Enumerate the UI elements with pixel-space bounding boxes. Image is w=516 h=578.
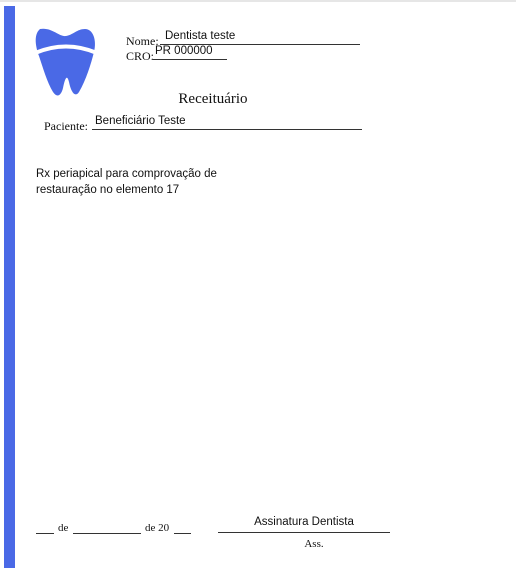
name-label: Nome: [126, 34, 159, 48]
patient-label: Paciente: [44, 119, 88, 133]
signature-text: Assinatura Dentista [254, 516, 354, 528]
signature-caption: Ass. [304, 538, 324, 550]
tooth-shape [36, 29, 95, 96]
tooth-icon [33, 26, 99, 98]
page-top-border [0, 0, 516, 2]
date-year-line [174, 533, 191, 534]
document-title: Receituário [178, 91, 248, 107]
prescription-text [36, 166, 226, 198]
name-value: Dentista teste [165, 30, 236, 42]
patient-underline [92, 129, 362, 130]
signature-line [218, 532, 390, 533]
cro-value: PR 000000 [155, 45, 213, 57]
prescription-line-2: restauração no elemento 17 [36, 184, 180, 196]
date-month-line [73, 533, 141, 534]
cro-label: CRO: [126, 49, 155, 63]
accent-bar [4, 6, 15, 568]
date-day-line [36, 533, 54, 534]
patient-value: Beneficiário Teste [95, 115, 186, 127]
date-de-2: de 20 [145, 522, 170, 534]
prescription-line-1: Rx periapical para comprovação de [36, 168, 217, 180]
date-de-1: de [58, 522, 69, 534]
cro-underline [153, 59, 227, 60]
